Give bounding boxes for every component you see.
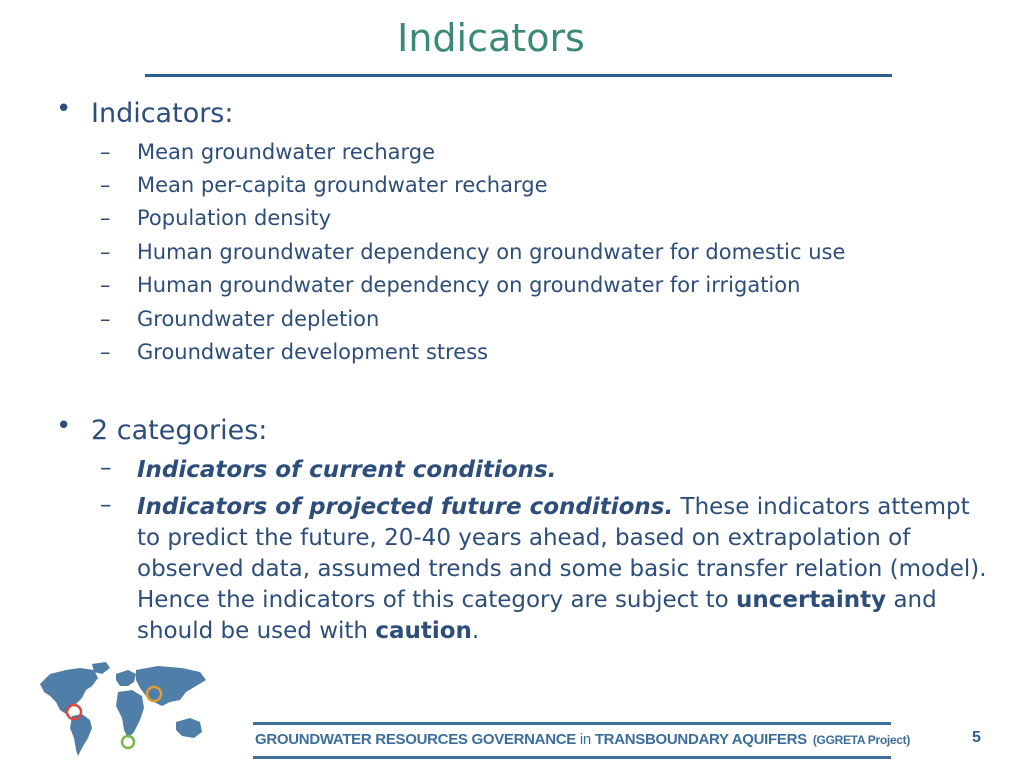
- dash-icon: –: [100, 455, 112, 481]
- footer-banner: [253, 722, 911, 758]
- dash-icon: –: [100, 307, 111, 331]
- dash-icon: –: [100, 173, 111, 197]
- footer-text: [255, 731, 910, 748]
- category-current-label: Indicators of current conditions.: [137, 457, 557, 483]
- category-future-heading: Indicators of projected future conditions.: [137, 494, 674, 520]
- indicator-label: Groundwater depletion: [137, 307, 380, 331]
- dash-icon: –: [100, 206, 111, 230]
- title-underline: [145, 74, 892, 77]
- slide-title: Indicators: [397, 16, 585, 60]
- bullet-label: Indicators:: [91, 98, 234, 129]
- uncertainty-emphasis: uncertainty: [736, 587, 887, 613]
- indicator-label: Mean per-capita groundwater recharge: [137, 173, 548, 197]
- indicator-label: Human groundwater dependency on groundwater for irrigation: [137, 273, 801, 297]
- sentence-end: .: [471, 618, 480, 644]
- dash-icon: –: [100, 140, 111, 164]
- indicator-label: Population density: [137, 206, 332, 230]
- page-number: 5: [972, 729, 981, 746]
- footer-bottom-rule: [253, 756, 891, 759]
- footer-project: (GGRETA Project): [812, 733, 911, 747]
- south-america-shape: [70, 714, 92, 756]
- footer-top-rule: [253, 722, 891, 725]
- europe-shape: [116, 670, 136, 686]
- bullet-dot-icon: •: [56, 411, 72, 441]
- indicator-label: Human groundwater dependency on groundwater for domestic use: [137, 240, 846, 264]
- dash-icon: –: [100, 240, 111, 264]
- dash-icon: –: [100, 340, 111, 364]
- asia-shape: [136, 666, 206, 706]
- dash-icon: –: [100, 273, 111, 297]
- category-future-text: [137, 492, 987, 647]
- caution-emphasis: caution: [375, 618, 472, 644]
- australia-shape: [176, 718, 202, 738]
- category-future-body: These indicators attempt to predict the future, 20-40 years ahead, based on extrapolation of observed data, assumed trends and some basic transfer relation (model). Hence the indicators of this category are subject to: [137, 494, 987, 613]
- indicator-label: Groundwater development stress: [137, 340, 489, 364]
- dash-icon: –: [100, 492, 112, 518]
- category-future-body-2: and should be used with: [137, 587, 937, 644]
- footer-part2: TRANSBOUNDARY AQUIFERS: [594, 731, 807, 748]
- bullet-dot-icon: •: [56, 94, 72, 124]
- africa-shape: [116, 690, 144, 738]
- indicator-label: Mean groundwater recharge: [137, 140, 436, 164]
- world-map-logo: [36, 660, 212, 760]
- footer-part1: GROUNDWATER RESOURCES GOVERNANCE: [255, 731, 576, 748]
- bullet-label: 2 categories:: [91, 415, 268, 446]
- footer-in: in: [579, 731, 591, 748]
